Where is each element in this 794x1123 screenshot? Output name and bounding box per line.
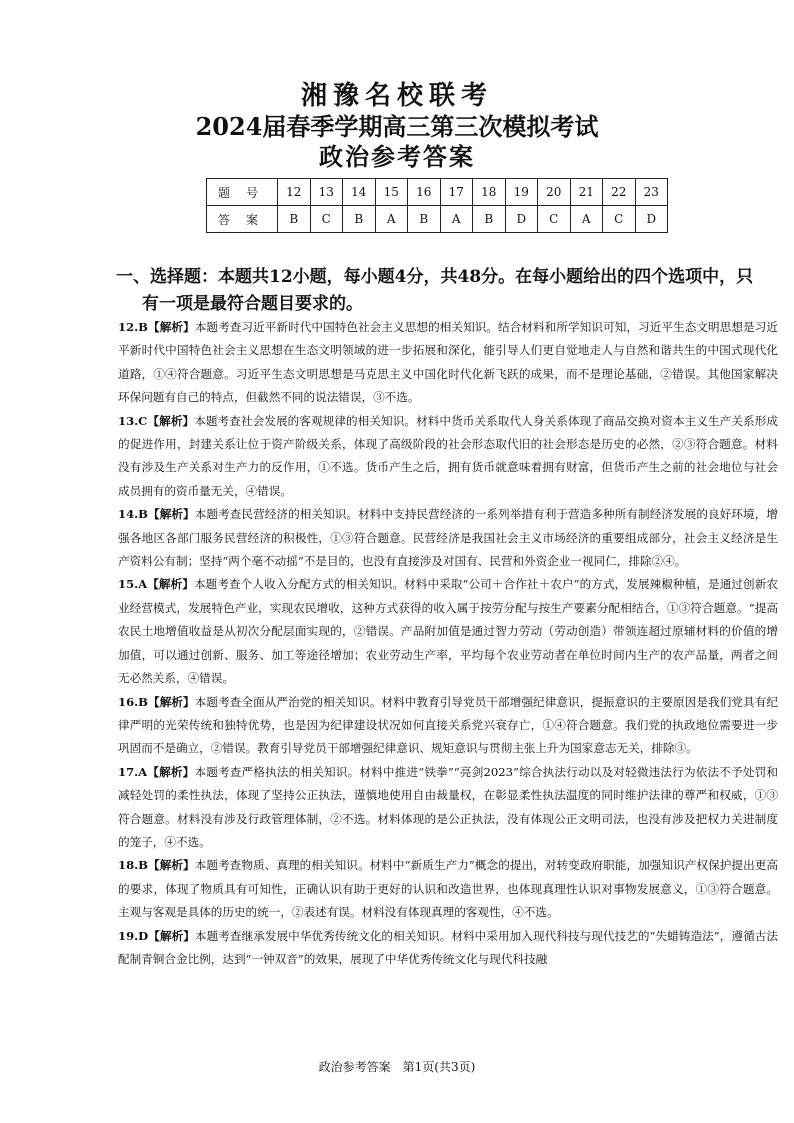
analysis-tag: 【解析】: [147, 413, 195, 428]
question-number: 18: [473, 179, 506, 206]
item-text: 本题考查个人收入分配方式的相关知识。材料中采取“公司＋合作社＋农户”的方式，发展辣椒种植，是通过创新农业经营模式，发展特色产业，实现农民增收，这种方式获得的收入属于按劳分配与按生产要素分配相结合，①③符合题意。“提高农民土地增值收益是从初次分配层面实现的，②错误。产品附加值是通过智力劳动（劳动创造）带领连超过原辅材料的价值的增加值，可以通过创新、服务、加工等途径增加；农业劳动生产率，平均每个农业劳动者在单位时间内生产的农产品量，两者之间无必然关系，④错误。: [118, 577, 778, 686]
question-number: 13: [310, 179, 343, 206]
explanation-item: [118, 573, 778, 690]
explanation-item: [118, 691, 778, 761]
explanation-item: [118, 503, 778, 573]
answer-cell: A: [570, 206, 603, 233]
answer-cell: B: [278, 206, 311, 233]
answer-cell: B: [343, 206, 376, 233]
answer-cell: D: [635, 206, 668, 233]
answer-cell: B: [473, 206, 506, 233]
question-number: 16: [408, 179, 441, 206]
answer-label: 答案: [207, 206, 278, 233]
question-number: 15: [375, 179, 408, 206]
item-text: 本题考查全面从严治党的相关知识。材料中教育引导党员干部增强纪律意识，提振意识的主要原因是我们党具有纪律严明的光荣传统和独特优势，也是因为纪律建设状况如何直接关系党兴衰存亡，①④符合题意。我们党的执政地位需要进一步巩固而不是确立，②错误。教育引导党员干部增强纪律意识、规矩意识与贯彻主张上升为国家意志无关，排除③。: [118, 694, 778, 756]
answer-cell: C: [603, 206, 636, 233]
question-number: 19: [505, 179, 538, 206]
question-number: 14: [343, 179, 376, 206]
explanation-item: [118, 925, 778, 972]
item-text: 本题考查继承发展中华优秀传统文化的相关知识。材料中采用加入现代科技与现代技艺的“失蜡铸造法”，遵循古法配制青铜合金比例，达到“一钟双音”的效果，展现了中华优秀传统文化与现代科技融: [118, 928, 778, 966]
item-text: 本题考查严格执法的相关知识。材料中推进“铁拳”“亮剑2023”综合执法行动以及对轻微违法行为依法不予处罚和减轻处罚的柔性执法，体现了坚持公正执法，谨慎地使用自由裁量权，在彰显柔性执法温度的同时维护法律的尊严和权威，①③符合题意。材料没有涉及行政管理体制，②不选。材料体现的是公正执法，没有体现公正文明司法，也没有涉及把权力关进制度的笼子，④不选。: [118, 764, 778, 849]
analysis-tag: 【解析】: [147, 320, 195, 334]
item-number: 14.B: [118, 507, 148, 522]
analysis-tag: 【解析】: [148, 928, 195, 943]
analysis-tag: 【解析】: [147, 764, 195, 779]
question-number: 20: [538, 179, 571, 206]
analysis-tag: 【解析】: [147, 577, 194, 592]
explanation-item: [118, 854, 778, 924]
question-number: 23: [635, 179, 668, 206]
page-footer: 政治参考答案 第1页(共3页): [318, 1060, 476, 1074]
item-number: 17.A: [118, 764, 148, 779]
question-number-row: [207, 179, 668, 206]
item-number: 16.B: [118, 694, 148, 709]
answer-cell: A: [440, 206, 473, 233]
question-number: 21: [570, 179, 603, 206]
item-number: 18.B: [118, 858, 148, 873]
question-number: 22: [603, 179, 636, 206]
exam-name-title: 2024届春季学期高三第三次模拟考试: [195, 112, 599, 141]
answer-row: [207, 206, 668, 233]
item-number: 13.C: [118, 413, 148, 428]
item-text: 本题考查物质、真理的相关知识。材料中“新质生产力”概念的提出，对转变政府职能，加强知识产权保护提出更高的要求，体现了物质具有可知性，正确认识有助于更好的认识和改造世界，也体现真理性认识对事物发展意义，①③符合题意。主观与客观是具体的历史的统一，②表述有误。材料没有体现真理的客观性，④不选。: [118, 858, 778, 920]
question-number-label: 题号: [207, 179, 278, 206]
analysis-tag: 【解析】: [147, 858, 195, 873]
item-number: 15.A: [118, 577, 148, 592]
answer-cell: B: [408, 206, 441, 233]
answer-cell: C: [310, 206, 343, 233]
analysis-tag: 【解析】: [147, 507, 195, 522]
section-heading-line: 有一项是最符合题目要求的。: [142, 294, 363, 314]
explanation-item: [118, 316, 778, 410]
explanation-item: [118, 410, 778, 504]
explanation-list: [118, 316, 778, 971]
section-heading-line: 一、选择题：本题共12小题，每小题4分，共48分。在每小题给出的四个选项中，只: [116, 267, 754, 287]
item-text: 本题考查社会发展的客观规律的相关知识。材料中货币关系取代人身关系体现了商品交换对资本主义生产关系形成的促进作用，封建关系让位于资产阶级关系，体现了高级阶段的社会形态取代旧的社会形态是历史的必然，②③符合题意。材料没有涉及生产关系对生产力的反作用，①不选。货币产生之后，拥有货币就意味着拥有财富，但货币产生之前的社会地位与社会成员拥有的资币量无关，④错误。: [118, 413, 778, 498]
answer-cell: C: [538, 206, 571, 233]
explanation-item: [118, 761, 778, 855]
answer-cell: D: [505, 206, 538, 233]
subject-title: 政治参考答案: [319, 142, 475, 171]
item-text: 本题考查民营经济的相关知识。材料中支持民营经济的一系列举措有利于营造多种所有制经济发展的良好环境，增强各地区各部门服务民营经济的积极性，①③符合题意。民营经济是我国社会主义市场经济的重要组成部分，社会主义经济是生产资料公有制；坚持“两个毫不动摇”不是目的，也没有直接涉及对国有、民营和外资企业一视同仁，排除②④。: [118, 507, 778, 569]
exam-union-title: 湘豫名校联考: [300, 81, 493, 111]
question-number: 12: [278, 179, 311, 206]
question-number: 17: [440, 179, 473, 206]
section-heading: [116, 264, 776, 318]
answer-table: [206, 178, 668, 233]
title-block: [0, 80, 794, 172]
item-text: 本题考查习近平新时代中国特色社会主义思想的相关知识。结合材料和所学知识可知，习近平生态文明思想是习近平新时代中国特色社会主义思想在生态文明领域的进一步拓展和深化，能引导人们更自觉地走人与自然和谐共生的中国式现代化道路，①④符合题意。习近平生态文明思想是马克思主义中国化时代化新飞跃的成果，而不是理论基础，②错误。其他国家解决环保问题有自己的特点，但截然不同的说法错误，③不选。: [118, 320, 778, 405]
item-number: 19.D: [118, 928, 149, 943]
item-number: 12.B: [118, 320, 148, 334]
answer-cell: A: [375, 206, 408, 233]
analysis-tag: 【解析】: [147, 694, 195, 709]
